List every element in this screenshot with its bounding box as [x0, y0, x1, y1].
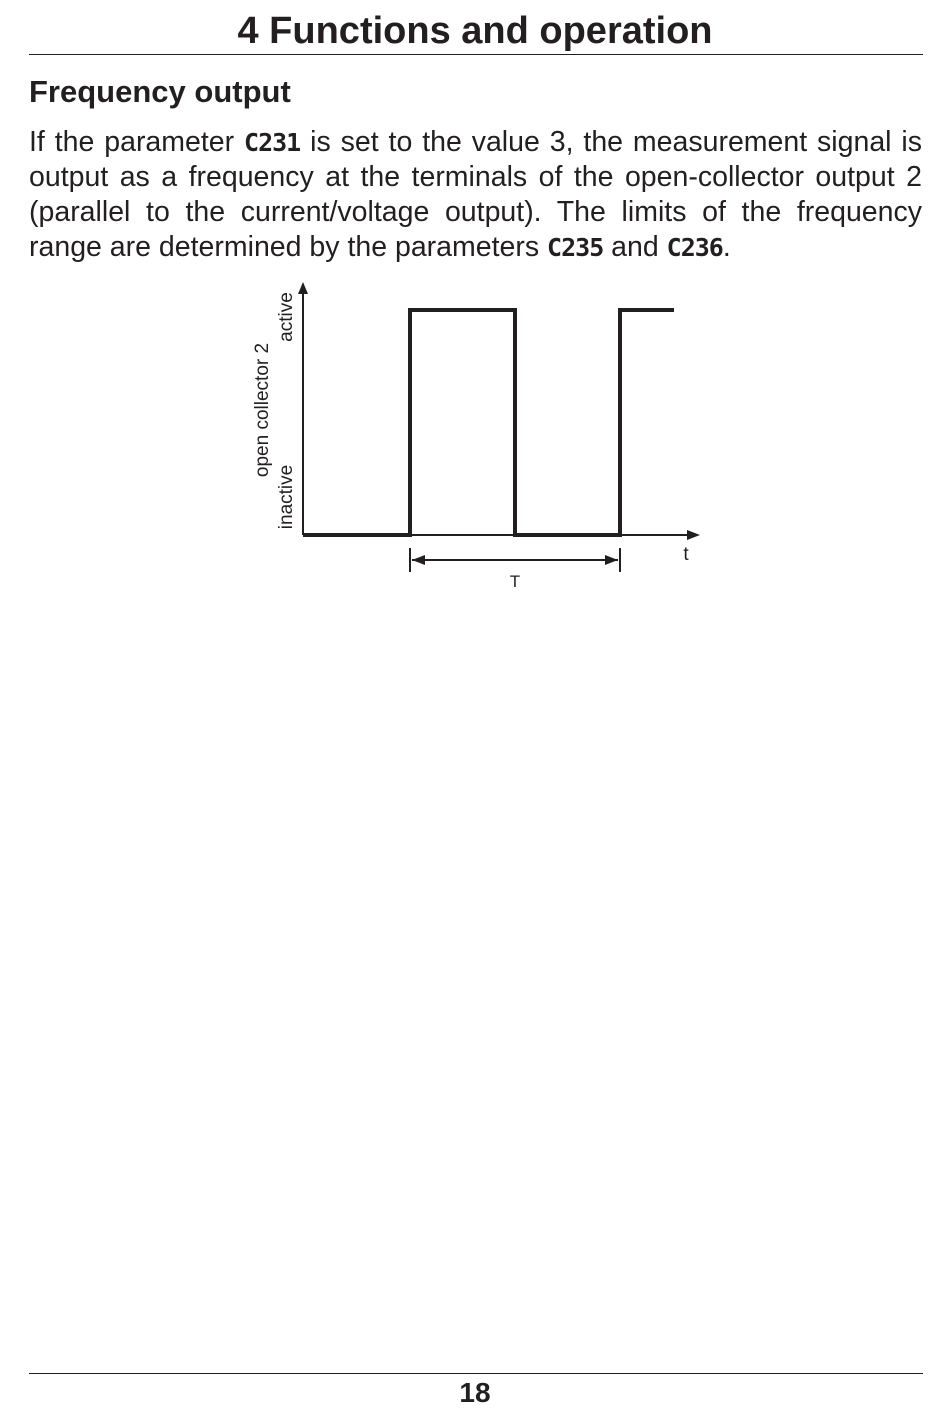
- period-arrowhead-right: [605, 555, 618, 565]
- frequency-output-diagram: [240, 280, 720, 600]
- parameter-code-c236: C236: [666, 233, 723, 262]
- y-axis-label: open collector 2: [252, 342, 273, 478]
- y-axis-arrowhead: [298, 282, 308, 294]
- section-heading: Frequency output: [29, 74, 291, 109]
- paragraph-text-3: and: [603, 231, 667, 263]
- page-number: 18: [459, 1377, 491, 1408]
- paragraph-text-1: If the parameter: [29, 126, 245, 158]
- x-axis-arrowhead: [687, 530, 700, 540]
- x-axis-label: t: [683, 544, 689, 565]
- footer-rule: [29, 1373, 923, 1374]
- parameter-code-c231: C231: [244, 128, 301, 157]
- level-active-label: active: [276, 292, 297, 342]
- paragraph-text-4: .: [722, 231, 731, 263]
- square-wave-signal: [303, 310, 674, 535]
- level-inactive-label: inactive: [276, 464, 297, 530]
- period-arrowhead-left: [412, 555, 425, 565]
- header-rule: [29, 54, 923, 55]
- paragraph-text-2: is set to the value 3, the measurement signal is output as a frequency at the terminals of the open-collector output 2 (parallel to the current/voltage output). The limits of the frequency range are determined by the parameters: [29, 126, 922, 263]
- body-paragraph: [29, 125, 922, 265]
- chapter-title: 4 Functions and operation: [237, 10, 713, 52]
- parameter-code-c235: C235: [547, 233, 604, 262]
- period-label: T: [509, 572, 521, 591]
